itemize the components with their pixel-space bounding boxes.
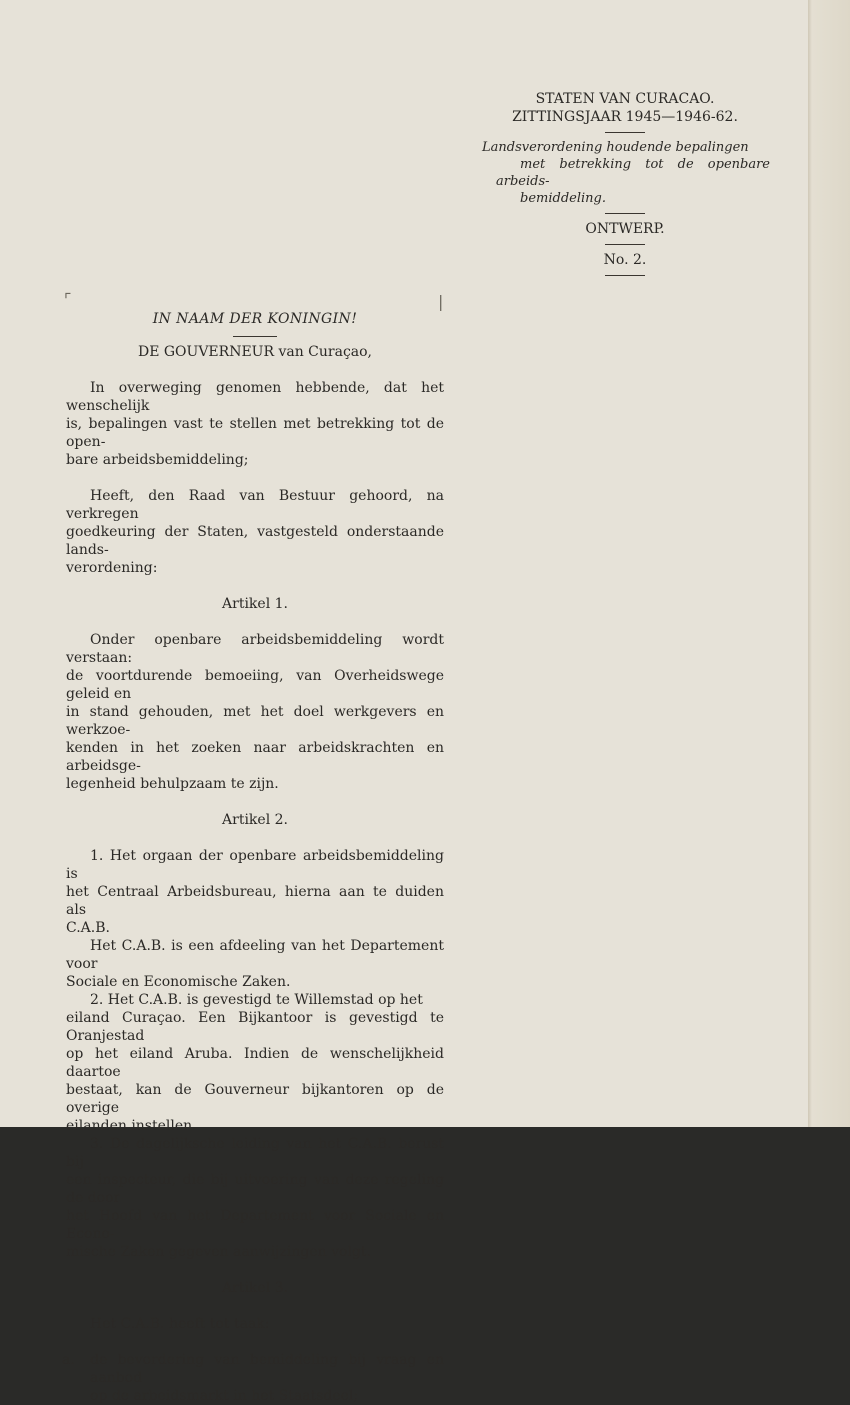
article-3-heading: Artikel 3. bbox=[222, 1280, 288, 1296]
governor-line: DE GOUVERNEUR van Curaçao, bbox=[137, 344, 373, 360]
next-page-edge bbox=[808, 0, 850, 1127]
document-number: No. 2. bbox=[603, 252, 647, 268]
session-year: ZITTINGSJAAR 1945—1946-62. bbox=[512, 109, 738, 125]
considering-paragraph: In overweging genomen hebbende, dat het wenschelijk is, bepalingen vast te stellen met betrekking tot de open- bare arbeidsbemiddeling; bbox=[66, 380, 444, 468]
divider bbox=[605, 213, 645, 214]
draft-label: ONTWERP. bbox=[585, 221, 665, 237]
invocation: IN NAAM DER KONINGIN! bbox=[152, 311, 358, 327]
divider bbox=[605, 275, 645, 276]
divider bbox=[605, 132, 645, 133]
divider bbox=[233, 336, 277, 337]
article-3-item-a: a. de bevordering van bemiddeling bij vraag en aanbod op de arbeidsmarkt in het Staatsdeel; bbox=[62, 1352, 444, 1404]
body-text bbox=[62, 310, 444, 1405]
margin-bracket-left: ⌜ bbox=[64, 290, 72, 309]
document-header bbox=[480, 90, 770, 282]
org-title: STATEN VAN CURACAO. bbox=[535, 91, 715, 107]
margin-bracket-right: | bbox=[438, 292, 444, 311]
article-2-heading: Artikel 2. bbox=[222, 812, 288, 828]
article-1-paragraph: Onder openbare arbeidsbemiddeling wordt verstaan: de voortdurende bemoeiing, van Overheidswege geleid en in stand gehouden, met het doel werkgevers en werkzoe- kenden in het zoeken naar arbeidskrachten en arbeidsge- legenheid behulpzaam te zijn. bbox=[66, 632, 444, 792]
article-1-heading: Artikel 1. bbox=[222, 596, 288, 612]
article-2-paragraph-2: 2. Het C.A.B. is gevestigd te Willemstad op het eiland Curaçao. Een Bijkantoor is gevestigd te Oranjestad op het eiland Aruba. Indien de wenschelijkheid daartoe bestaat, kan de Gouverneur bijkantoren op de overige eilanden instellen. bbox=[66, 992, 444, 1134]
divider bbox=[605, 244, 645, 245]
article-2-paragraph-3: 3. De dagelijksche leiding van het C.A.B. berust bij een inspecteur, die bij uitvoering van deze regeling de door het Hoofd van het Departement voor Sociale en Econo- mische Zaken gegeven aanwijzingen volgt. bbox=[66, 1136, 444, 1260]
enacting-paragraph: Heeft, den Raad van Bestuur gehoord, na verkregen goedkeuring der Staten, vastgesteld onderstaande lands- verordening: bbox=[66, 488, 444, 576]
list-marker: a. bbox=[62, 1352, 75, 1368]
subject-title: Landsverordening houdende bepalingen met betrekking tot de openbare arbeids- bemiddeling. bbox=[482, 140, 770, 206]
article-3-intro: Het C.A.B. heeft tot taak: bbox=[90, 1316, 270, 1332]
article-2-paragraph-1: 1. Het orgaan der openbare arbeidsbemiddeling is het Centraal Arbeidsbureau, hierna aan te duiden als C.A.B. Het C.A.B. is een afdeeling van het Departement voor Sociale en Economische Zaken. bbox=[66, 848, 444, 990]
